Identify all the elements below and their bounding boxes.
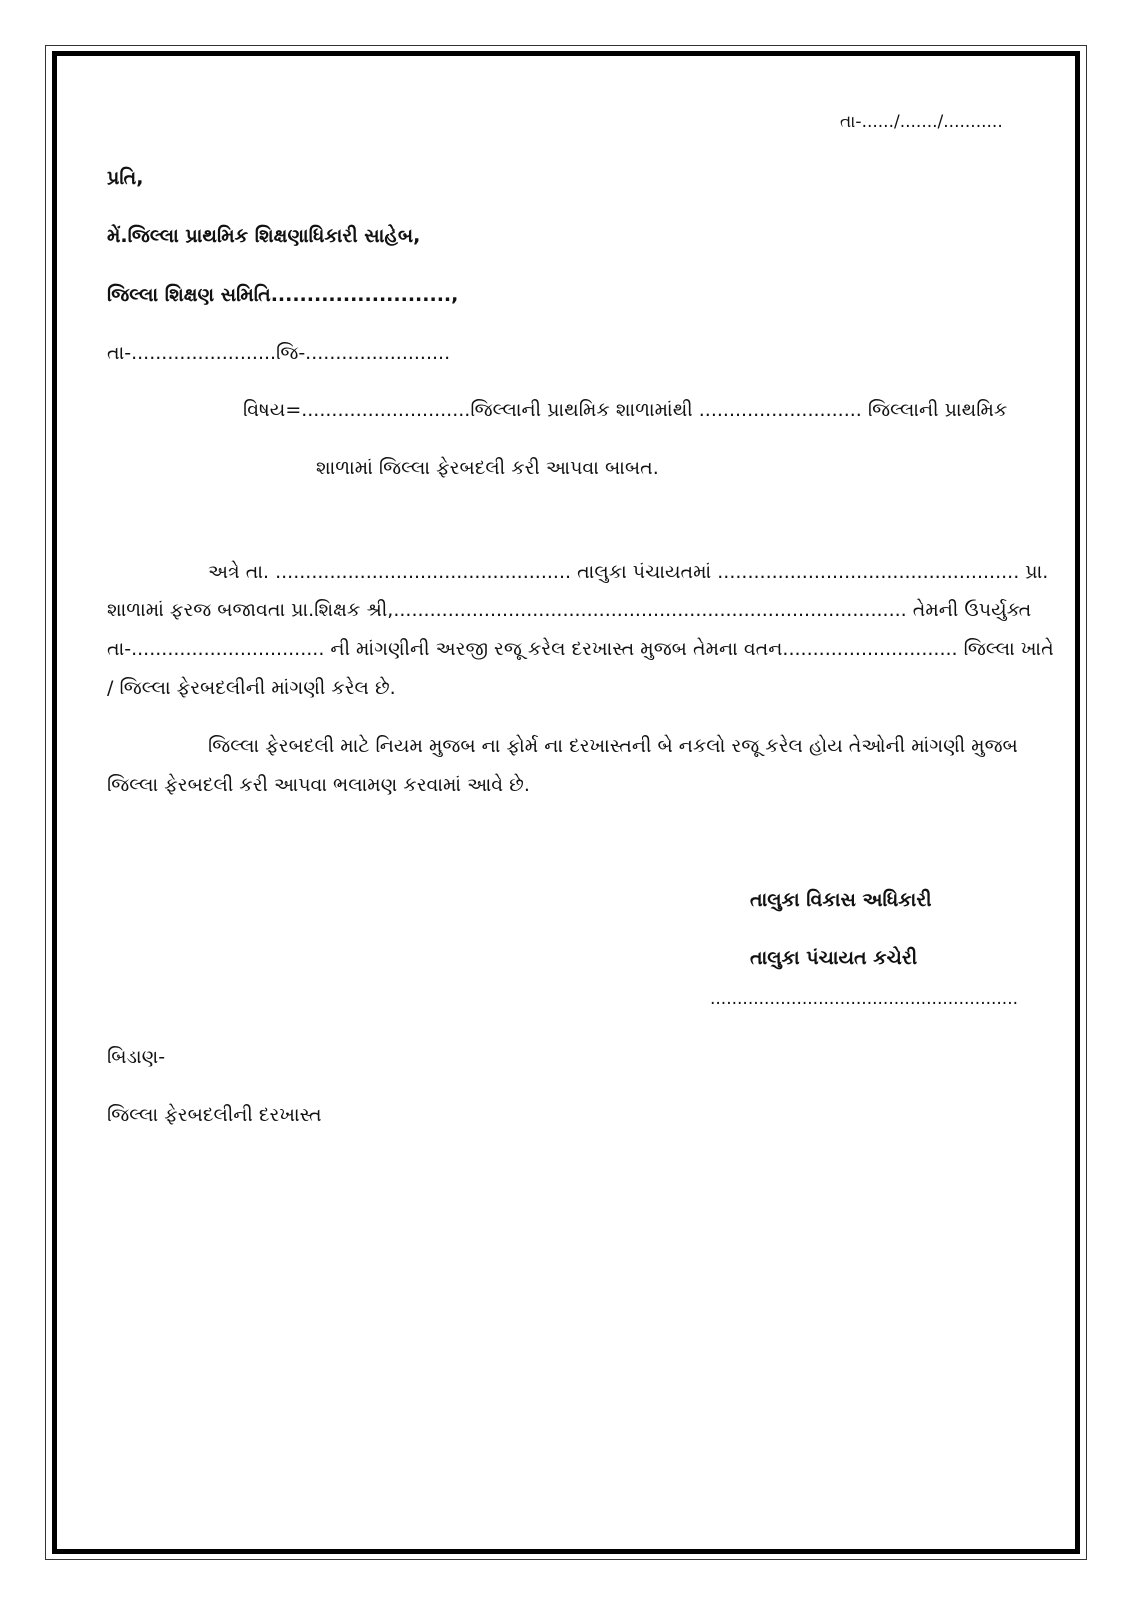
date-line: તા-....../......./........... [840, 112, 1003, 132]
body-para2-line1: જિલ્લા ફેરબદલી માટે નિયમ મુજબ ના ફોર્મ ના દરખાસ્તની બે નકલો રજૂ કરેલ હોય તેઓની માંગણી મુજબ [208, 735, 1018, 757]
body-para2-line2: જિલ્લા ફેરબદલી કરી આપવા ભલામણ કરવામાં આવે છે. [107, 774, 530, 796]
body-para1-line4: / જિલ્લા ફેરબદલીની માંગણી કરેલ છે. [107, 677, 396, 699]
page-border-inner [52, 51, 1080, 1554]
signature-office-name: તાલુકા પંચાયત કચેરી [750, 947, 918, 969]
recipient-officer: મેં.જિલ્લા પ્રાથમિક શિક્ષણાધિકારી સાહેબ, [107, 225, 421, 247]
body-para1-line2: શાળામાં ફરજ બજાવતા પ્રા.શિક્ષક શ્રી,..................................................................................... તેમની ઉપર્યુક્ત [107, 599, 1032, 621]
subject-line-2: શાળામાં જિલ્લા ફેરબદલી કરી આપવા બાબત. [316, 457, 659, 479]
enclosure-item: જિલ્લા ફેરબદલીની દરખાસ્ત [107, 1104, 322, 1126]
subject-line-1: વિષય=............................જિલ્લાની પ્રાથમિક શાળામાંથી ........................... જિલ્લાની પ્રાથમિક [243, 399, 1008, 421]
body-para1-line3: તા-................................ ની માંગણીની અરજી રજૂ કરેલ દરખાસ્ત મુજબ તેમના વતન............................. જિલ્લા ખાતે [107, 638, 1054, 660]
enclosure-label: બિડાણ- [107, 1046, 166, 1068]
recipient-taluka-district: તા-........................જિ-........................ [107, 342, 451, 364]
signature-place-line: ......................................................... [710, 989, 1019, 1009]
recipient-committee: જિલ્લા શિક્ષણ સમિતિ........................., [107, 284, 459, 306]
signature-officer-title: તાલુકા વિકાસ અધિકારી [750, 889, 932, 911]
body-para1-line1: અત્રે તા. ................................................. તાલુકા પંચાયતમાં .................................................. પ્રા. [208, 561, 1049, 583]
recipient-prati: પ્રતિ, [107, 167, 144, 189]
